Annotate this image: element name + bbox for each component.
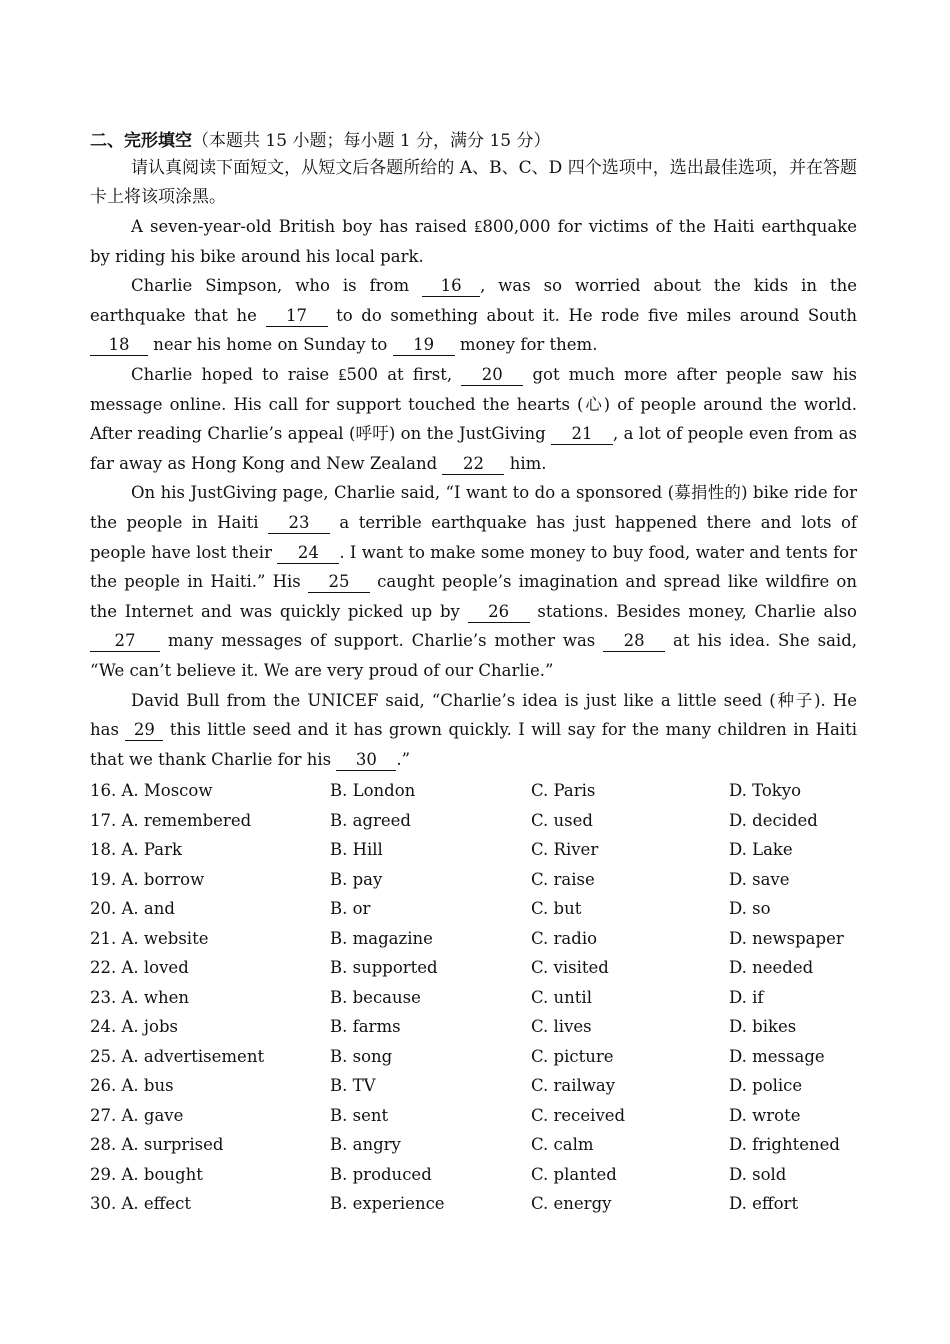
option-row-19 — [90, 865, 857, 895]
option-c[interactable]: C. railway — [531, 1076, 616, 1096]
blank-27: 27 — [90, 631, 160, 652]
option-row-21 — [90, 924, 857, 954]
option-c[interactable]: C. lives — [531, 1017, 592, 1037]
option-b[interactable]: B. experience — [330, 1194, 445, 1214]
option-row-26 — [90, 1071, 857, 1101]
option-row-16 — [90, 776, 857, 806]
passage-paragraph-3: Charlie hoped to raise ₤500 at first, 20 got much more after people saw his message online. His call for support touched the hearts (心) of people around the world. After reading Charlie’s appeal (呼吁) on the JustGiving 21 , a lot of people even from as far away as Hong Kong and New Zealand 22 him. — [90, 364, 857, 473]
option-row-23 — [90, 983, 857, 1013]
option-a[interactable]: 27. A. gave — [90, 1105, 184, 1125]
option-a[interactable]: 29. A. bought — [90, 1164, 203, 1184]
option-b[interactable]: B. pay — [330, 869, 383, 889]
option-c[interactable]: C. energy — [531, 1194, 612, 1214]
option-row-22 — [90, 953, 857, 983]
option-d[interactable]: D. save — [729, 869, 790, 889]
option-b[interactable]: B. supported — [330, 958, 438, 978]
blank-20: 20 — [461, 365, 523, 386]
option-a[interactable]: 30. A. effect — [90, 1194, 192, 1214]
option-d[interactable]: D. needed — [729, 958, 814, 978]
option-d[interactable]: D. decided — [729, 810, 818, 830]
section-instruction: 请认真阅读下面短文，从短文后各题所给的 A、B、C、D 四个选项中，选出最佳选项，并在答题卡上将该项涂黑。 — [90, 158, 857, 207]
blank-24: 24 — [277, 543, 339, 564]
option-d[interactable]: D. sold — [729, 1164, 787, 1184]
blank-21: 21 — [551, 424, 613, 445]
section-score-note: （本题共 15 小题；每小题 1 分，满分 15 分） — [192, 131, 551, 151]
blank-26: 26 — [468, 602, 530, 623]
option-row-29 — [90, 1160, 857, 1190]
option-a[interactable]: 26. A. bus — [90, 1076, 174, 1096]
option-d[interactable]: D. Lake — [729, 840, 793, 860]
option-row-27 — [90, 1101, 857, 1131]
option-b[interactable]: B. because — [330, 987, 421, 1007]
blank-30: 30 — [336, 750, 396, 771]
option-c[interactable]: C. visited — [531, 958, 609, 978]
option-c[interactable]: C. radio — [531, 928, 598, 948]
section-heading-text: 二、完形填空 — [90, 131, 192, 151]
option-d[interactable]: D. police — [729, 1076, 803, 1096]
option-a[interactable]: 23. A. when — [90, 987, 190, 1007]
option-b[interactable]: B. song — [330, 1046, 393, 1066]
option-row-25 — [90, 1042, 857, 1072]
option-d[interactable]: D. effort — [729, 1194, 799, 1214]
option-c[interactable]: C. used — [531, 810, 593, 830]
blank-19: 19 — [393, 335, 455, 356]
option-d[interactable]: D. if — [729, 987, 764, 1007]
option-c[interactable]: C. calm — [531, 1135, 594, 1155]
passage-paragraph-2: Charlie Simpson, who is from 16 , was so worried about the kids in the earthquake that he 17 to do something about it. He rode five miles around South 18 near his home on Sunday to 19 money for them. — [90, 276, 857, 355]
option-d[interactable]: D. wrote — [729, 1105, 801, 1125]
option-row-17 — [90, 806, 857, 836]
passage-paragraph-4: On his JustGiving page, Charlie said, “I want to do a sponsored (募捐性的) bike ride for the people in Haiti 23 a terrible earthquake has just happened there and lots of people have lost their 24 . I want to make some money to buy food, water and tents for the people in Haiti.” His 25 caught people’s imagination and spread like wildfire on the Internet and was quickly picked up by 26 stations. Besides money, Charlie also 27 many messages of support. Charlie’s mother was 28 at his idea. She said, “We can’t believe it. We are very proud of our Charlie.” — [90, 483, 857, 680]
option-c[interactable]: C. planted — [531, 1164, 617, 1184]
option-c[interactable]: C. raise — [531, 869, 595, 889]
option-a[interactable]: 21. A. website — [90, 928, 209, 948]
passage-paragraph-1: A seven-year-old British boy has raised ₤800,000 for victims of the Haiti earthquake by riding his bike around his local park. — [90, 217, 857, 266]
option-a[interactable]: 18. A. Park — [90, 840, 182, 860]
option-d[interactable]: D. message — [729, 1046, 825, 1066]
option-row-28 — [90, 1130, 857, 1160]
option-d[interactable]: D. bikes — [729, 1017, 797, 1037]
blank-22: 22 — [442, 454, 504, 475]
section-heading — [90, 128, 857, 154]
option-b[interactable]: B. sent — [330, 1105, 389, 1125]
option-c[interactable]: C. River — [531, 840, 599, 860]
option-b[interactable]: B. TV — [330, 1076, 376, 1096]
option-a[interactable]: 22. A. loved — [90, 958, 189, 978]
option-d[interactable]: D. Tokyo — [729, 781, 802, 801]
option-c[interactable]: C. picture — [531, 1046, 614, 1066]
option-a[interactable]: 24. A. jobs — [90, 1017, 178, 1037]
option-b[interactable]: B. produced — [330, 1164, 432, 1184]
passage-paragraph-5: David Bull from the UNICEF said, “Charlie’s idea is just like a little seed (种子). He has 29 this little seed and it has grown quickly. I will say for the many children in Haiti that we thank Charlie for his 30 .” — [90, 690, 857, 769]
blank-18: 18 — [90, 335, 148, 356]
option-d[interactable]: D. frightened — [729, 1135, 840, 1155]
option-b[interactable]: B. magazine — [330, 928, 433, 948]
option-d[interactable]: D. so — [729, 899, 771, 919]
option-c[interactable]: C. received — [531, 1105, 626, 1125]
option-d[interactable]: D. newspaper — [729, 928, 844, 948]
option-row-24 — [90, 1012, 857, 1042]
blank-23: 23 — [268, 513, 330, 534]
option-row-30 — [90, 1189, 857, 1219]
option-b[interactable]: B. London — [330, 781, 416, 801]
option-row-18 — [90, 835, 857, 865]
blank-29: 29 — [125, 720, 163, 741]
blank-25: 25 — [308, 572, 370, 593]
option-c[interactable]: C. until — [531, 987, 592, 1007]
blank-28: 28 — [603, 631, 665, 652]
option-a[interactable]: 28. A. surprised — [90, 1135, 224, 1155]
cloze-section — [90, 128, 857, 1219]
blank-17: 17 — [266, 306, 328, 327]
option-a[interactable]: 16. A. Moscow — [90, 781, 213, 801]
option-a[interactable]: 25. A. advertisement — [90, 1046, 265, 1066]
option-b[interactable]: B. farms — [330, 1017, 401, 1037]
blank-16: 16 — [422, 276, 480, 297]
option-b[interactable]: B. angry — [330, 1135, 401, 1155]
option-b[interactable]: B. or — [330, 899, 371, 919]
option-c[interactable]: C. but — [531, 899, 582, 919]
option-a[interactable]: 20. A. and — [90, 899, 175, 919]
option-a[interactable]: 19. A. borrow — [90, 869, 205, 889]
option-b[interactable]: B. Hill — [330, 840, 383, 860]
option-a[interactable]: 17. A. remembered — [90, 810, 252, 830]
option-c[interactable]: C. Paris — [531, 781, 596, 801]
option-row-20 — [90, 894, 857, 924]
option-b[interactable]: B. agreed — [330, 810, 411, 830]
answer-options — [90, 776, 857, 1219]
